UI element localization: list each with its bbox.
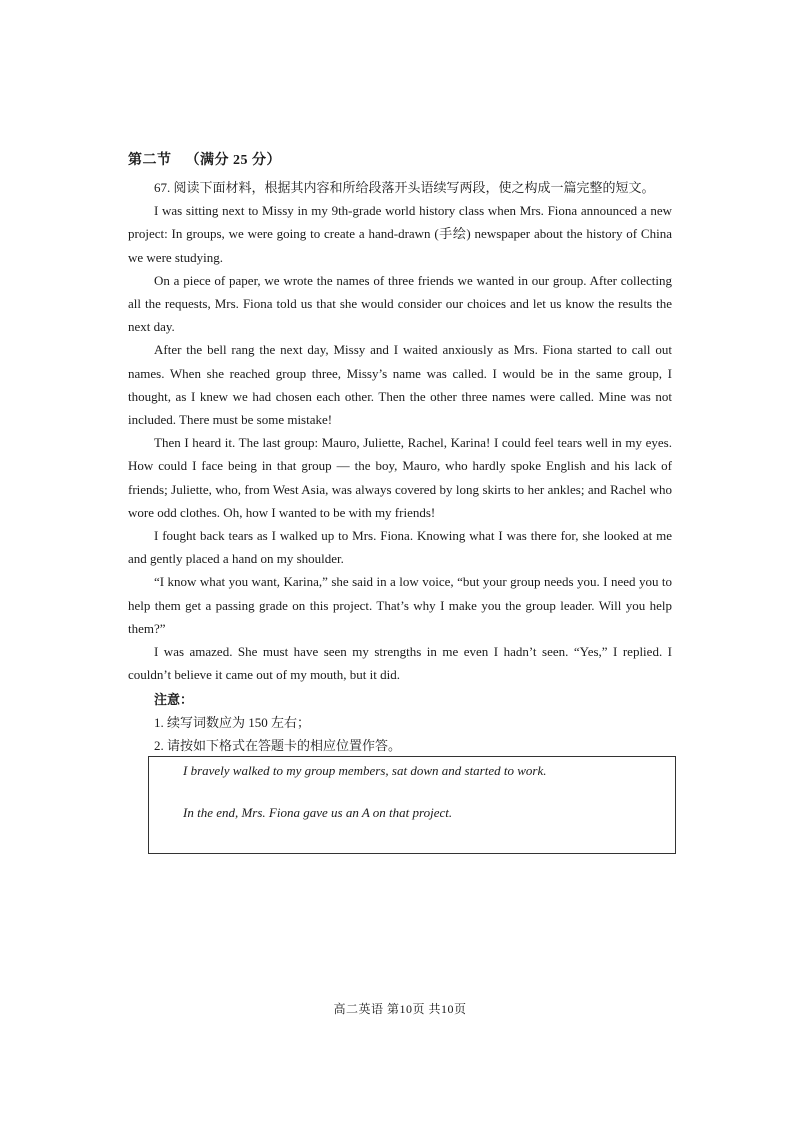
story-paragraph-5: I fought back tears as I walked up to Mrs. Fiona. Knowing what I was there for, she looked at me and gently placed a hand on my shoulder.: [128, 528, 672, 567]
note-item-2: 2. 请按如下格式在答题卡的相应位置作答。: [154, 738, 402, 754]
section-heading: [128, 150, 672, 172]
section-title: 第二节: [128, 153, 172, 168]
answer-opening-line-2: In the end, Mrs. Fiona gave us an A on that project.: [183, 805, 453, 820]
story-paragraph-2: On a piece of paper, we wrote the names of three friends we wanted in our group. After collecting all the requests, Mrs. Fiona told us that she would consider our choices and let us know the results the next day.: [128, 272, 672, 335]
answer-opening-line-1: I bravely walked to my group members, sat down and started to work.: [183, 763, 547, 778]
question-instruction: 67. 阅读下面材料，根据其内容和所给段落开头语续写两段，使之构成一篇完整的短文。: [154, 180, 655, 195]
page-footer: 高二英语 第10页 共10页: [333, 1002, 467, 1016]
story-paragraph-1: I was sitting next to Missy in my 9th-grade world history class when Mrs. Fiona announced a new project: In groups, we were going to create a hand-drawn (手绘) newspaper about the history of China we were studying.: [128, 203, 672, 265]
story-paragraph-3: After the bell rang the next day, Missy and I waited anxiously as Mrs. Fiona started to call out names. When she reached group three, Missy’s name was called. I would be in the same group, I thought, as I knew we had chosen each other. Then the other three names were called. Mine was not included. There must be some mistake!: [128, 342, 672, 428]
story-paragraph-7: I was amazed. She must have seen my strengths in me even I hadn’t seen. “Yes,” I replied. I couldn’t believe it came out of my mouth, but it did.: [128, 644, 672, 683]
story-paragraph-6: “I know what you want, Karina,” she said in a low voice, “but your group needs you. I need you to help them get a passing grade on this project. That’s why I make you the group leader. Will you help them?”: [128, 574, 672, 636]
story-paragraph-4: Then I heard it. The last group: Mauro, Juliette, Rachel, Karina! I could feel tears well in my eyes. How could I face being in that group — the boy, Mauro, who hardly spoke English and his lack of friends; Juliette, who, from West Asia, was always covered by long skirts to her ankles; and Rachel who wore odd clothes. Oh, how I wanted to be with my friends!: [128, 435, 672, 520]
note-item-1: 1. 续写词数应为 150 左右；: [154, 715, 311, 731]
section-score: （满分 25 分）: [185, 153, 281, 168]
notes-title: 注意：: [154, 692, 194, 708]
exam-page-content: [128, 150, 672, 757]
answer-format-box: [148, 756, 676, 854]
